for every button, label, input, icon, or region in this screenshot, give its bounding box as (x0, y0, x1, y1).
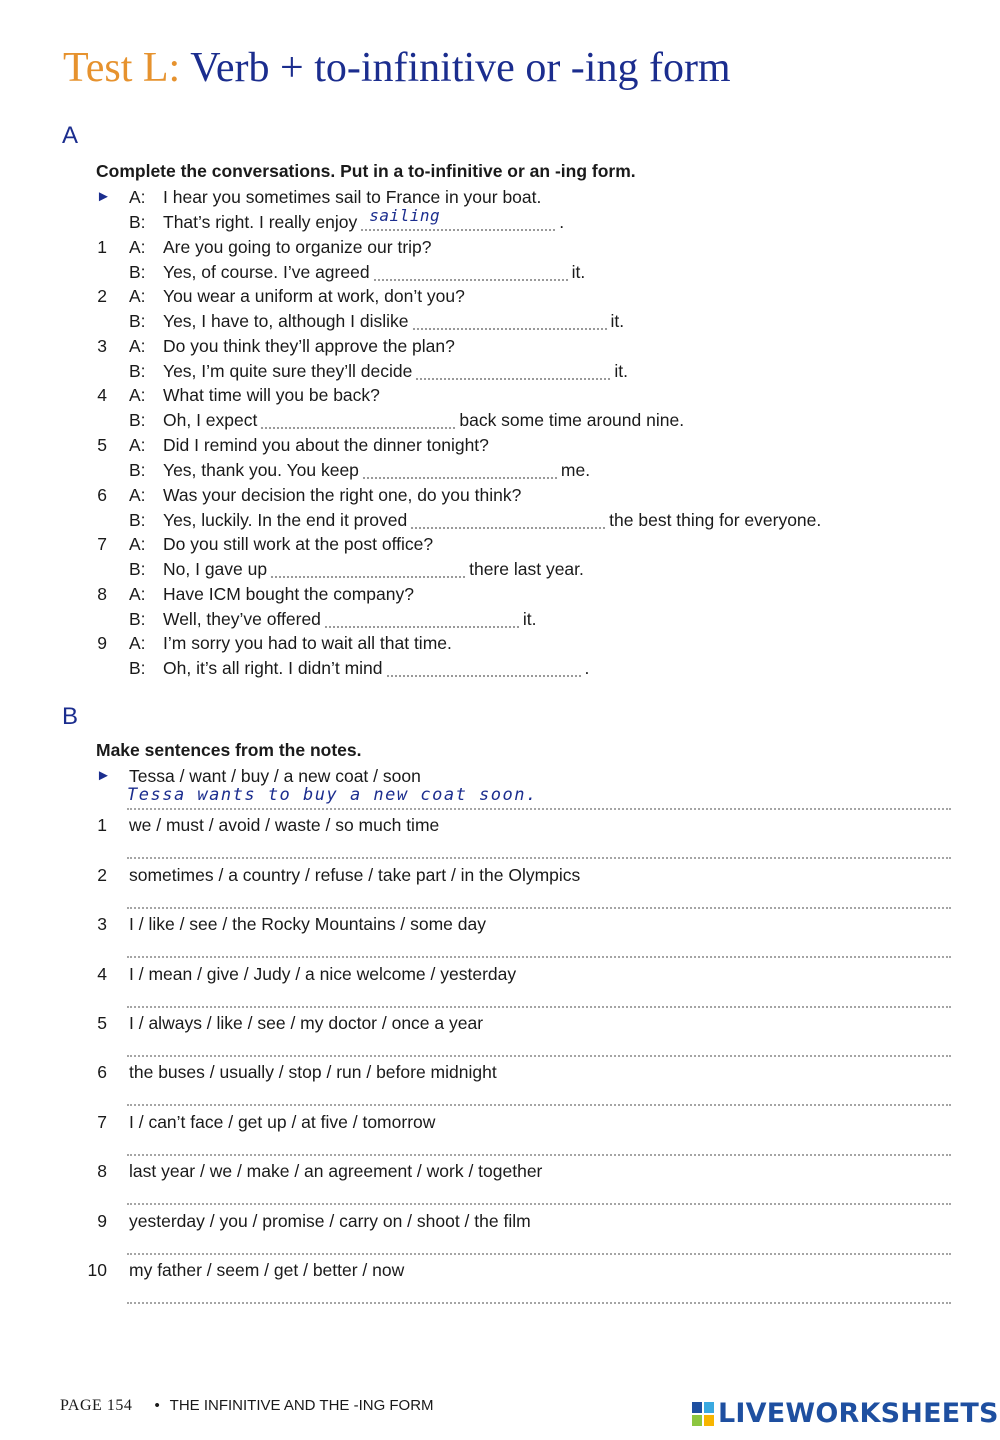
sentence-notes: I / like / see / the Rocky Mountains / some day (129, 914, 486, 934)
logo-blocks-icon (692, 1402, 714, 1426)
sentence-item (0, 962, 1000, 1008)
line-b-after: there last year. (469, 559, 584, 579)
conversation-line-b (0, 408, 1000, 432)
answer-line[interactable] (127, 1084, 951, 1106)
item-number: 3 (97, 336, 107, 356)
line-b-before: No, I gave up (163, 559, 268, 579)
answer-blank[interactable] (411, 509, 605, 529)
item-number: 8 (97, 584, 107, 604)
answer-line[interactable] (127, 887, 951, 909)
answer-blank[interactable] (271, 558, 465, 578)
section-a-instruction: Complete the conversations. Put in a to-infinitive or an -ing form. (96, 161, 636, 181)
conversation-line-a (0, 631, 1000, 655)
answer-line[interactable] (127, 1233, 951, 1255)
line-b-before: Yes, luckily. In the end it proved (163, 510, 408, 530)
item-number: 5 (97, 1013, 107, 1033)
line-a-text: Was your decision the right one, do you think? (163, 485, 522, 505)
test-title: Verb + to-infinitive or -ing form (190, 45, 731, 91)
item-number: 6 (97, 485, 107, 505)
speaker-a: A: (129, 385, 146, 405)
speaker-b: B: (129, 361, 146, 381)
conversation-line-b (0, 260, 1000, 284)
speaker-a: A: (129, 336, 146, 356)
answer-blank[interactable] (325, 608, 519, 628)
line-b-after: it. (522, 609, 537, 629)
line-b-before: Oh, I expect (163, 410, 258, 430)
conversation-line-b (0, 607, 1000, 631)
speaker-b: B: (129, 460, 146, 480)
handwritten-answer: sailing (369, 206, 441, 225)
item-number: 9 (97, 633, 107, 653)
speaker-a: A: (129, 584, 146, 604)
speaker-b: B: (129, 658, 146, 678)
line-b-after: back some time around nine. (459, 410, 685, 430)
sentence-item (0, 1159, 1000, 1205)
line-b-before: Yes, I have to, although I dislike (163, 311, 409, 331)
line-b-after: the best thing for everyone. (609, 510, 822, 530)
sentence-notes: my father / seem / get / better / now (129, 1260, 405, 1280)
line-a-text: Did I remind you about the dinner tonight? (163, 435, 489, 455)
item-number: 4 (97, 964, 107, 984)
sentence-item (0, 912, 1000, 958)
sentence-item (0, 813, 1000, 859)
item-number: 2 (97, 865, 107, 885)
item-number: 9 (97, 1211, 107, 1231)
answer-line[interactable] (127, 1183, 951, 1205)
speaker-b: B: (129, 609, 146, 629)
answer-blank[interactable] (374, 261, 568, 281)
line-b-after: it. (614, 361, 628, 381)
item-number: 4 (97, 385, 107, 405)
test-label: Test L: (63, 45, 181, 91)
speaker-a: A: (129, 435, 146, 455)
speaker-b: B: (129, 311, 146, 331)
conversation-line-a (0, 433, 1000, 457)
line-a-text: You wear a uniform at work, don’t you? (163, 286, 465, 306)
sentence-notes: yesterday / you / promise / carry on / shoot / the film (129, 1211, 531, 1231)
conversation-line-b (0, 359, 1000, 383)
item-number: 8 (97, 1161, 107, 1181)
sentence-notes: I / always / like / see / my doctor / once a year (129, 1013, 484, 1033)
item-number: 5 (97, 435, 107, 455)
line-b-after: it. (610, 311, 625, 331)
line-b-after: . (559, 212, 565, 232)
example-marker-icon: ► (96, 767, 111, 784)
speaker-b: B: (129, 510, 146, 530)
sentence-item (0, 1258, 1000, 1304)
page-footer (60, 1397, 434, 1415)
speaker-b: B: (129, 262, 146, 282)
handwritten-answer: Tessa wants to buy a new coat soon. (127, 785, 538, 805)
conversation-line-a (0, 185, 1000, 209)
brand-name: LIVEWORKSHEETS (718, 1398, 999, 1429)
line-b-text (163, 260, 585, 284)
line-b-text (163, 309, 624, 333)
line-b-before: Yes, thank you. You keep (163, 460, 359, 480)
line-b-text (163, 458, 590, 482)
sentence-item (0, 1011, 1000, 1057)
logo-block (704, 1415, 714, 1426)
line-b-after: . (584, 658, 590, 678)
answer-line[interactable] (127, 837, 951, 859)
line-b-before: Well, they’ve offered (163, 609, 321, 629)
sentence-item (0, 1060, 1000, 1106)
line-a-text: Do you still work at the post office? (163, 534, 434, 554)
sentence-item (0, 863, 1000, 909)
speaker-a: A: (129, 534, 146, 554)
answer-line[interactable] (127, 936, 951, 958)
conversation-line-a (0, 582, 1000, 606)
sentence-notes: sometimes / a country / refuse / take part / in the Olympics (129, 865, 581, 885)
line-a-text: I’m sorry you had to wait all that time. (163, 633, 452, 653)
answer-blank[interactable] (261, 409, 455, 429)
conversation-line-a (0, 383, 1000, 407)
conversation-line-b (0, 206, 1000, 234)
section-b-heading: B (62, 703, 79, 730)
answer-line[interactable] (127, 1282, 951, 1304)
line-a-text: Have ICM bought the company? (163, 584, 414, 604)
answer-blank[interactable] (413, 310, 607, 330)
line-a-text: I hear you sometimes sail to France in your boat. (163, 187, 542, 207)
answer-line[interactable] (127, 1035, 951, 1057)
line-b-text (163, 656, 589, 680)
conversation-line-b (0, 557, 1000, 581)
conversation-line-a (0, 235, 1000, 259)
line-b-text (163, 557, 584, 581)
liveworksheets-logo (692, 1398, 999, 1429)
page-number: PAGE 154 (60, 1397, 133, 1414)
conversation-line-a (0, 483, 1000, 507)
conversation-line-b (0, 508, 1000, 532)
conversation-line-a (0, 334, 1000, 358)
answer-blank[interactable] (387, 657, 581, 677)
sentence-item (0, 1209, 1000, 1255)
sentence-notes: last year / we / make / an agreement / work / together (129, 1161, 543, 1181)
line-b-before: Yes, of course. I’ve agreed (163, 262, 370, 282)
item-number: 6 (97, 1062, 107, 1082)
speaker-a: A: (129, 633, 146, 653)
footer-bullet: • (154, 1397, 160, 1414)
answer-blank[interactable] (361, 206, 555, 231)
answer-line[interactable] (127, 1134, 951, 1156)
line-b-text (163, 607, 537, 631)
line-b-before: That’s right. I really enjoy (163, 212, 358, 232)
answer-line[interactable] (127, 986, 951, 1008)
item-number: 7 (97, 1112, 107, 1132)
example-marker-icon: ► (96, 188, 111, 205)
speaker-b: B: (129, 212, 146, 232)
line-b-text (163, 408, 684, 432)
line-b-before: Yes, I’m quite sure they’ll decide (163, 361, 413, 381)
conversation-line-b (0, 656, 1000, 680)
sentence-item (0, 1110, 1000, 1156)
speaker-a: A: (129, 237, 146, 257)
item-number: 10 (87, 1260, 107, 1280)
logo-block (692, 1415, 702, 1426)
line-b-text (163, 508, 821, 532)
logo-block (692, 1402, 702, 1413)
conversation-line-a (0, 284, 1000, 308)
conversation-line-b (0, 309, 1000, 333)
answer-line[interactable] (127, 785, 951, 810)
section-b-instruction: Make sentences from the notes. (96, 740, 362, 760)
answer-blank[interactable] (416, 360, 610, 380)
answer-blank[interactable] (363, 459, 557, 479)
page-title (63, 44, 731, 92)
line-b-text (163, 359, 628, 383)
line-a-text: Do you think they’ll approve the plan? (163, 336, 455, 356)
speaker-a: A: (129, 187, 146, 207)
sentence-notes: we / must / avoid / waste / so much time (129, 815, 440, 835)
line-b-after: me. (560, 460, 591, 480)
logo-block (704, 1402, 714, 1413)
speaker-b: B: (129, 559, 146, 579)
line-a-text: What time will you be back? (163, 385, 380, 405)
line-b-text (163, 206, 565, 234)
speaker-a: A: (129, 485, 146, 505)
conversation-line-a (0, 532, 1000, 556)
item-number: 1 (97, 237, 107, 257)
item-number: 7 (97, 534, 107, 554)
chapter-title: THE INFINITIVE AND THE -ING FORM (169, 1397, 434, 1414)
sentence-notes: I / can’t face / get up / at five / tomorrow (129, 1112, 436, 1132)
sentence-notes: I / mean / give / Judy / a nice welcome / yesterday (129, 964, 517, 984)
section-a-heading: A (62, 122, 79, 149)
sentence-notes: Tessa / want / buy / a new coat / soon (129, 766, 421, 786)
line-a-text: Are you going to organize our trip? (163, 237, 432, 257)
sentence-item (0, 764, 1000, 810)
conversation-line-b (0, 458, 1000, 482)
item-number: 3 (97, 914, 107, 934)
item-number: 1 (97, 815, 107, 835)
sentence-notes: the buses / usually / stop / run / before midnight (129, 1062, 497, 1082)
speaker-b: B: (129, 410, 146, 430)
line-b-after: it. (571, 262, 586, 282)
speaker-a: A: (129, 286, 146, 306)
item-number: 2 (97, 286, 107, 306)
line-b-before: Oh, it’s all right. I didn’t mind (163, 658, 383, 678)
